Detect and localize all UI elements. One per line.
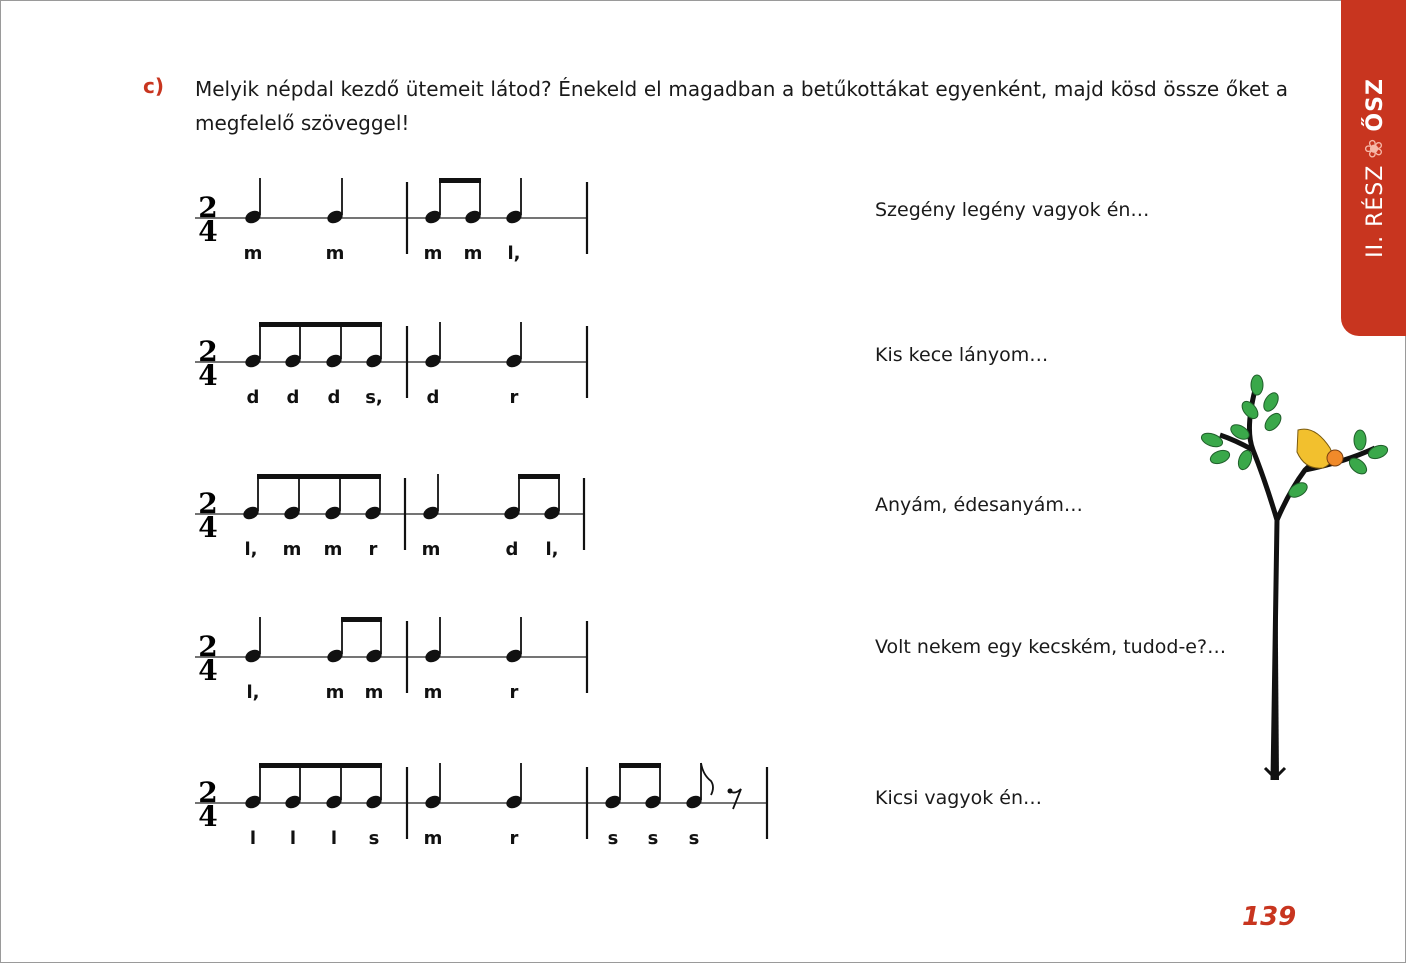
page-number: 139 [1242,902,1297,932]
time-signature-bottom: 4 [198,359,218,392]
note-flag [701,763,713,795]
note-beam [257,474,381,479]
note-beam [259,763,382,768]
solfege-syllable: r [368,539,378,560]
solfege-syllable: s [607,828,619,849]
time-signature-bottom: 4 [198,800,218,833]
solfege-syllable: d [286,387,300,408]
task-letter: c) [143,74,164,98]
time-signature-top: 2 [198,487,218,520]
eighth-rest-dot [728,789,733,794]
task-instruction: Melyik népdal kezdő ütemeit látod? Énekeld el magadban a betűkottákat egyenként, majd kösd össze őket a megfelelő szöveggel! [195,77,1288,135]
solfege-syllable: s, [365,387,383,408]
solfege-syllable: m [463,243,483,264]
song-option[interactable]: Volt nekem egy kecském, tudod-e?… [875,636,1227,658]
solfege-syllable: m [323,539,343,560]
time-signature-top: 2 [198,191,218,224]
time-signature-bottom: 4 [198,654,218,687]
solfege-syllable: m [423,243,443,264]
solfege-syllable: m [421,539,441,560]
solfege-syllable: l, [545,539,559,560]
solfege-syllable: m [423,828,443,849]
solfege-syllable: s [688,828,700,849]
song-option[interactable]: Anyám, édesanyám… [875,494,1083,516]
solfege-syllable: d [505,539,519,560]
solfege-syllable: d [426,387,440,408]
solfege-syllable: d [246,387,260,408]
solfege-syllable: s [368,828,380,849]
solfege-syllable: m [282,539,302,560]
solfege-syllable: r [509,387,519,408]
solfege-syllable: m [364,682,384,703]
solfege-syllable: m [325,243,345,264]
note-beam [439,178,481,183]
note-beam [259,322,382,327]
song-option[interactable]: Kicsi vagyok én… [875,787,1042,809]
solfege-syllable: m [325,682,345,703]
time-signature-bottom: 4 [198,511,218,544]
solfege-syllable: l [289,828,297,849]
solfege-syllable: l [249,828,257,849]
solfege-syllable: l, [246,682,260,703]
solfege-syllable: s [647,828,659,849]
section-part: II. RÉSZ [1362,164,1388,258]
section-season: ŐSZ [1362,78,1388,132]
note-beam [619,763,661,768]
note-beam [518,474,560,479]
solfege-syllable: d [327,387,341,408]
time-signature-top: 2 [198,630,218,663]
solfege-syllable: m [423,682,443,703]
time-signature-top: 2 [198,335,218,368]
solfege-syllable: r [509,828,519,849]
song-option[interactable]: Kis kece lányom… [875,344,1049,366]
note-beam [341,617,382,622]
song-option[interactable]: Szegény legény vagyok én… [875,199,1150,221]
solfege-syllable: l, [244,539,258,560]
flower-icon: ❀ [1359,137,1388,159]
solfege-syllable: l, [507,243,521,264]
solfege-syllable: m [243,243,263,264]
solfege-syllable: l [330,828,338,849]
solfege-syllable: r [509,682,519,703]
time-signature-bottom: 4 [198,215,218,248]
time-signature-top: 2 [198,776,218,809]
tree-with-bird-illustration [1195,370,1395,782]
